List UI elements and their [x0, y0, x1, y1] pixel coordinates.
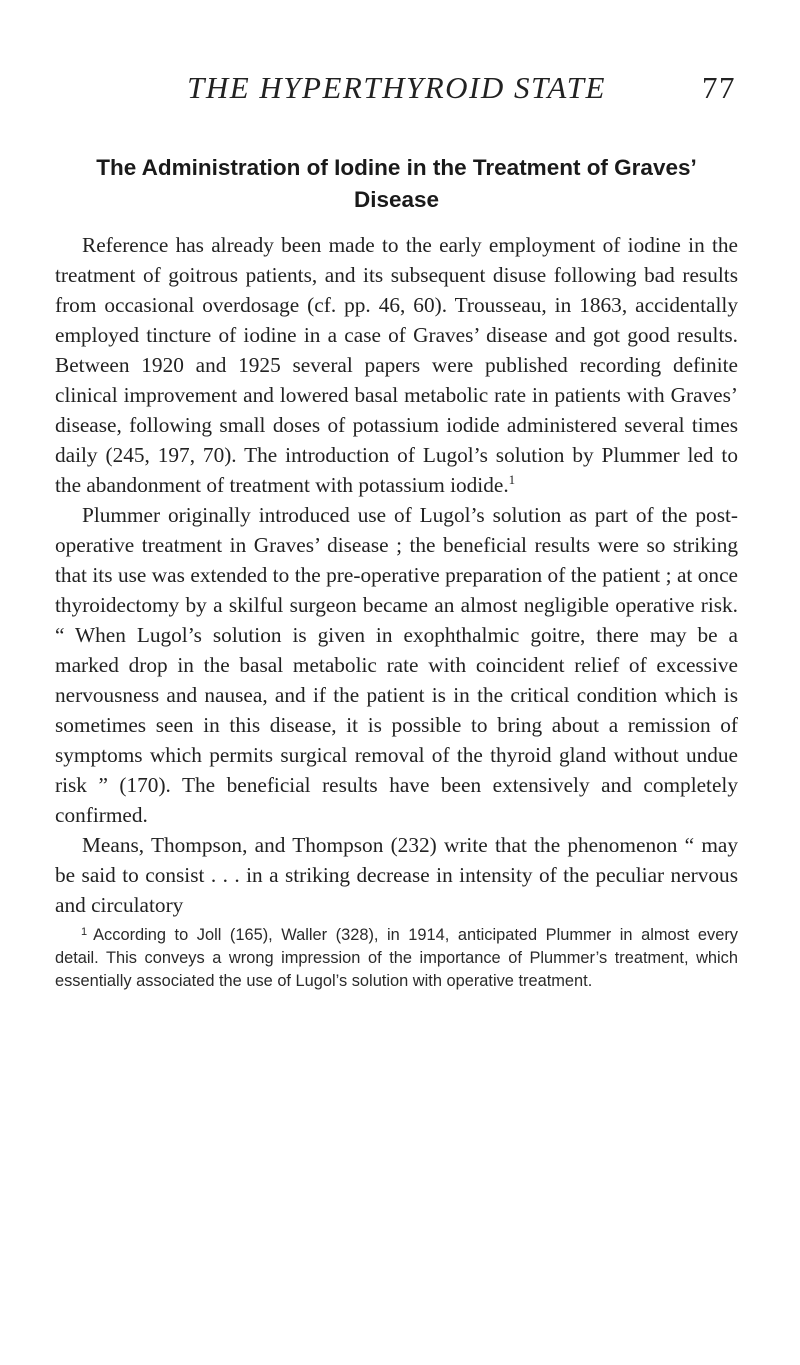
running-title: THE HYPERTHYROID STATE [187, 70, 606, 105]
footnote-reference: 1 [508, 472, 516, 487]
paragraph [55, 830, 738, 920]
section-title: The Administration of Iodine in the Treatment of Graves’ Disease [96, 155, 697, 212]
paragraph [55, 500, 738, 830]
footnote-mark: 1 [81, 926, 88, 938]
footnote-paragraph [55, 924, 738, 993]
paragraph [55, 230, 738, 500]
footnote-text: According to Joll (165), Waller (328), in 1914, anticipated Plummer in almost every detail. This conveys a wrong impression of the importance of Plummer’s treatment, which essentially associated the use of Lugol’s solution with operative treatment. [55, 926, 738, 990]
book-page [55, 70, 738, 993]
paragraph-text: Plummer originally introduced use of Lugol’s solution as part of the post-operative treatment in Graves’ disease ; the beneficial results were so striking that its use was extended to the pre-operative preparation of the patient ; at once thyroidectomy by a skilful surgeon became an almost negligible operative risk. “ When Lugol’s solution is given in exophthalmic goitre, there may be a marked drop in the basal metabolic rate with coincident relief of excessive nervousness and nausea, and if the patient is in the critical condition which is sometimes seen in this disease, it is possible to bring about a remission of symptoms which permits surgical removal of the thyroid gland without undue risk ” (170). The beneficial results have been extensively and completely confirmed. [55, 503, 738, 827]
body-text [55, 230, 738, 920]
footnote [55, 924, 738, 993]
paragraph-text: Means, Thompson, and Thompson (232) write that the phenomenon “ may be said to consist . . . in a striking decrease in intensity of the peculiar nervous and circulatory [55, 833, 738, 917]
running-header [55, 70, 738, 114]
paragraph-text: Reference has already been made to the early employment of iodine in the treatment of goitrous patients, and its subsequent disuse following bad results from occasional overdosage (cf. pp. 46, 60). Trousseau, in 1863, accidentally employed tincture of iodine in a case of Graves’ disease and got good results. Between 1920 and 1925 several papers were published recording definite clinical improvement and lowered basal metabolic rate in patients with Graves’ disease, following small doses of potassium iodide administered several times daily (245, 197, 70). The introduction of Lugol’s solution by Plummer led to the abandonment of treatment with potassium iodide. [55, 233, 738, 497]
page-number: 77 [702, 70, 736, 105]
